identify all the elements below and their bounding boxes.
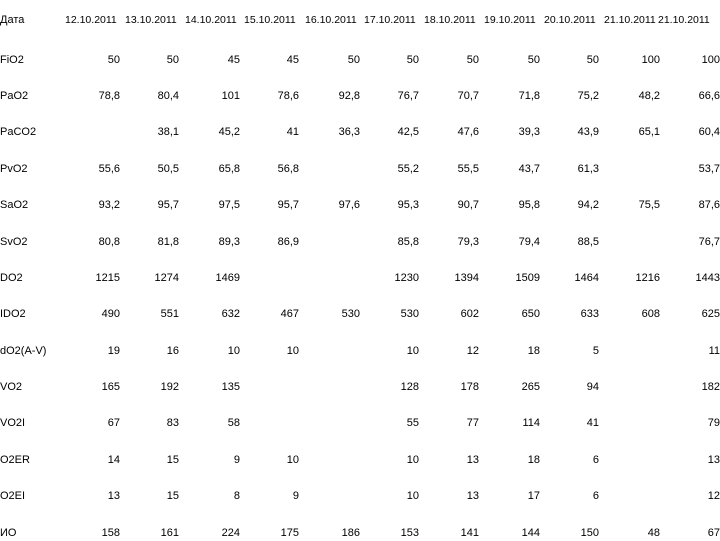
value-cell: 265 (521, 381, 540, 393)
value-cell: 50 (586, 54, 599, 66)
value-cell: 50 (166, 54, 179, 66)
value-cell: 41 (586, 417, 599, 429)
value-cell: 10 (406, 454, 419, 466)
value-cell: 100 (641, 54, 660, 66)
value-cell: 144 (521, 527, 540, 539)
date-header-cell: 18.10.2011 (424, 14, 476, 26)
date-header-cell: 21.10.2011 (604, 14, 656, 26)
value-cell: 18 (527, 454, 540, 466)
value-cell: 95,3 (397, 199, 419, 211)
value-cell: 192 (160, 381, 179, 393)
value-cell: 15 (166, 490, 179, 502)
value-cell: 186 (341, 527, 360, 539)
value-cell: 47,6 (457, 126, 479, 138)
value-cell: 650 (521, 308, 540, 320)
value-cell: 11 (708, 345, 720, 357)
value-cell: 182 (701, 381, 720, 393)
value-cell: 13 (107, 490, 120, 502)
value-cell: 61,3 (577, 163, 599, 175)
value-cell: 86,9 (277, 236, 299, 248)
value-cell: 9 (233, 454, 240, 466)
value-cell: 13 (707, 454, 720, 466)
header-label: Дата (0, 14, 25, 26)
value-cell: 45 (286, 54, 299, 66)
value-cell: 70,7 (457, 90, 479, 102)
value-cell: 79,3 (457, 236, 479, 248)
value-cell: 88,5 (577, 236, 599, 248)
value-cell: 50 (527, 54, 540, 66)
value-cell: 633 (580, 308, 599, 320)
value-cell: 53,7 (698, 163, 720, 175)
value-cell: 1464 (574, 272, 599, 284)
row-label: ИО (0, 527, 17, 539)
value-cell: 83 (166, 417, 179, 429)
value-cell: 1509 (515, 272, 540, 284)
row-label: dO2(A-V) (0, 345, 47, 357)
row-label: IDO2 (0, 308, 26, 320)
value-cell: 56,8 (277, 163, 299, 175)
date-header-cell: 14.10.2011 (185, 14, 237, 26)
value-cell: 50 (107, 54, 120, 66)
value-cell: 10 (406, 345, 419, 357)
value-cell: 13 (466, 490, 479, 502)
value-cell: 39,3 (518, 126, 540, 138)
row-label: VO2I (0, 417, 26, 429)
value-cell: 135 (221, 381, 240, 393)
table-row (0, 525, 720, 541)
date-header-cell: 17.10.2011 (364, 14, 416, 26)
table-row (0, 270, 720, 286)
value-cell: 16 (166, 345, 179, 357)
value-cell: 608 (641, 308, 660, 320)
row-label: PaO2 (0, 90, 29, 102)
value-cell: 9 (292, 490, 299, 502)
value-cell: 178 (460, 381, 479, 393)
date-header-cell: 15.10.2011 (244, 14, 296, 26)
table-row (0, 52, 720, 68)
value-cell: 97,5 (218, 199, 240, 211)
value-cell: 60,4 (698, 126, 720, 138)
value-cell: 161 (160, 527, 179, 539)
value-cell: 5 (592, 345, 599, 357)
table-row (0, 88, 720, 104)
value-cell: 92,8 (338, 90, 360, 102)
value-cell: 12 (466, 345, 479, 357)
table-row (0, 124, 720, 140)
value-cell: 36,3 (338, 126, 360, 138)
value-cell: 75,2 (577, 90, 599, 102)
value-cell: 10 (227, 345, 240, 357)
value-cell: 100 (701, 54, 720, 66)
value-cell: 55,2 (397, 163, 419, 175)
value-cell: 165 (101, 381, 120, 393)
value-cell: 15 (166, 454, 179, 466)
value-cell: 175 (280, 527, 299, 539)
value-cell: 43,7 (518, 163, 540, 175)
table-row (0, 306, 720, 322)
value-cell: 95,7 (157, 199, 179, 211)
value-cell: 128 (400, 381, 419, 393)
value-cell: 10 (286, 454, 299, 466)
value-cell: 95,7 (277, 199, 299, 211)
table-row (0, 161, 720, 177)
value-cell: 55 (406, 417, 419, 429)
value-cell: 94 (586, 381, 599, 393)
value-cell: 153 (400, 527, 419, 539)
value-cell: 67 (107, 417, 120, 429)
value-cell: 71,8 (518, 90, 540, 102)
value-cell: 17 (527, 490, 540, 502)
header-row (0, 12, 720, 28)
value-cell: 1443 (695, 272, 720, 284)
value-cell: 530 (341, 308, 360, 320)
row-label: O2ER (0, 454, 30, 466)
value-cell: 78,8 (98, 90, 120, 102)
value-cell: 85,8 (397, 236, 419, 248)
value-cell: 80,8 (98, 236, 120, 248)
value-cell: 48 (647, 527, 660, 539)
value-cell: 602 (460, 308, 479, 320)
value-cell: 80,4 (157, 90, 179, 102)
value-cell: 58 (227, 417, 240, 429)
value-cell: 530 (400, 308, 419, 320)
value-cell: 6 (592, 490, 599, 502)
value-cell: 158 (101, 527, 120, 539)
value-cell: 1216 (635, 272, 660, 284)
row-label: PvO2 (0, 163, 28, 175)
value-cell: 45 (227, 54, 240, 66)
value-cell: 90,7 (457, 199, 479, 211)
value-cell: 65,8 (218, 163, 240, 175)
table-row (0, 452, 720, 468)
value-cell: 45,2 (218, 126, 240, 138)
value-cell: 81,8 (157, 236, 179, 248)
value-cell: 75,5 (638, 199, 660, 211)
row-label: O2EI (0, 490, 26, 502)
value-cell: 50 (466, 54, 479, 66)
value-cell: 65,1 (638, 126, 660, 138)
table-row (0, 415, 720, 431)
value-cell: 10 (286, 345, 299, 357)
date-header-cell: 20.10.2011 (544, 14, 596, 26)
row-label: SvO2 (0, 236, 28, 248)
value-cell: 38,1 (157, 126, 179, 138)
value-cell: 10 (406, 490, 419, 502)
table-row (0, 379, 720, 395)
value-cell: 95,8 (518, 199, 540, 211)
value-cell: 48,2 (638, 90, 660, 102)
value-cell: 79,4 (518, 236, 540, 248)
date-header-cell: 16.10.2011 (305, 14, 357, 26)
value-cell: 97,6 (338, 199, 360, 211)
value-cell: 41 (286, 126, 299, 138)
value-cell: 1394 (454, 272, 479, 284)
value-cell: 114 (522, 417, 540, 429)
value-cell: 66,6 (698, 90, 720, 102)
value-cell: 89,3 (218, 236, 240, 248)
value-cell: 467 (280, 308, 299, 320)
table-row (0, 234, 720, 250)
value-cell: 77 (466, 417, 479, 429)
value-cell: 50,5 (157, 163, 179, 175)
value-cell: 50 (406, 54, 419, 66)
value-cell: 141 (460, 527, 479, 539)
value-cell: 551 (160, 308, 179, 320)
row-label: VO2 (0, 381, 23, 393)
value-cell: 625 (701, 308, 720, 320)
row-label: FiO2 (0, 54, 24, 66)
value-cell: 18 (527, 345, 540, 357)
value-cell: 1469 (215, 272, 240, 284)
value-cell: 55,6 (98, 163, 120, 175)
value-cell: 490 (101, 308, 120, 320)
value-cell: 12 (707, 490, 720, 502)
table-row (0, 343, 720, 359)
value-cell: 50 (347, 54, 360, 66)
value-cell: 78,6 (277, 90, 299, 102)
date-header-cell: 12.10.2011 (65, 14, 117, 26)
value-cell: 224 (221, 527, 240, 539)
value-cell: 42,5 (397, 126, 419, 138)
value-cell: 101 (221, 90, 240, 102)
value-cell: 1274 (154, 272, 179, 284)
row-label: DO2 (0, 272, 23, 284)
value-cell: 19 (107, 345, 120, 357)
value-cell: 13 (466, 454, 479, 466)
row-label: PaCO2 (0, 126, 37, 138)
value-cell: 1215 (95, 272, 120, 284)
value-cell: 6 (592, 454, 599, 466)
value-cell: 76,7 (397, 90, 419, 102)
value-cell: 43,9 (577, 126, 599, 138)
value-cell: 67 (707, 527, 720, 539)
value-cell: 8 (233, 490, 240, 502)
value-cell: 1230 (394, 272, 419, 284)
table-row (0, 488, 720, 504)
date-header-cell: 21.10.2011 (658, 14, 710, 26)
table-row (0, 197, 720, 213)
value-cell: 94,2 (577, 199, 599, 211)
value-cell: 14 (107, 454, 120, 466)
row-label: SaO2 (0, 199, 29, 211)
date-header-cell: 13.10.2011 (125, 14, 177, 26)
value-cell: 87,6 (698, 199, 720, 211)
value-cell: 79 (707, 417, 720, 429)
date-header-cell: 19.10.2011 (484, 14, 536, 26)
value-cell: 632 (221, 308, 240, 320)
value-cell: 93,2 (98, 199, 120, 211)
value-cell: 150 (580, 527, 599, 539)
value-cell: 76,7 (698, 236, 720, 248)
value-cell: 55,5 (457, 163, 479, 175)
